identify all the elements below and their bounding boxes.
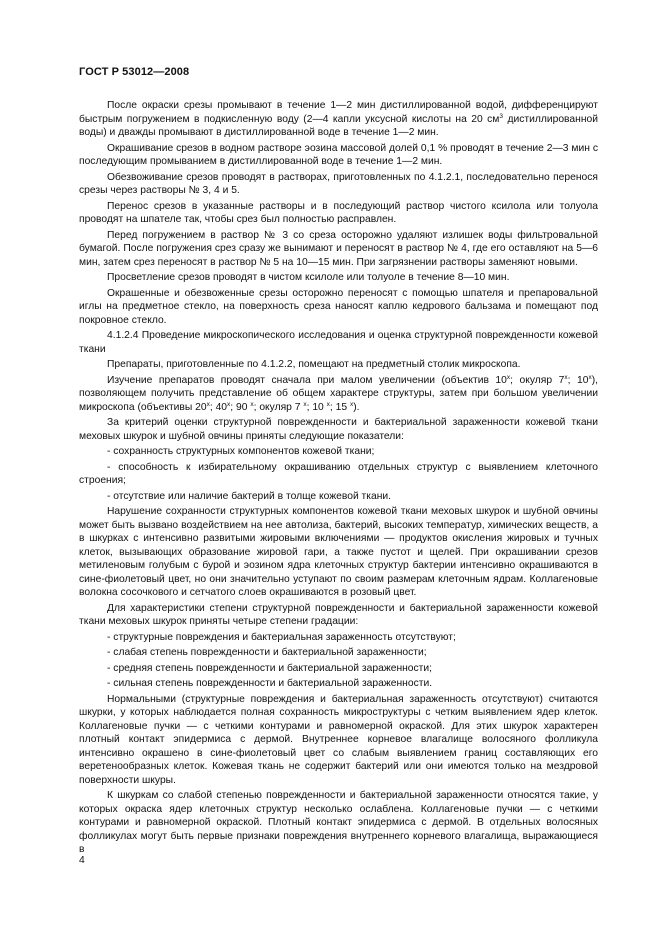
paragraph: Препараты, приготовленные по 4.1.2.2, помещают на предметный столик микроскопа. [107,359,521,370]
section-heading: 4.1.2.4 Проведение микроскопического исследования и оценка структурной поврежденности кожевой ткани [79,330,598,355]
list-item: - способность к избирательному окрашиванию отдельных структур с выявлением клеточного строения; [79,461,598,486]
document-header [79,66,189,78]
paragraph: Изучение препаратов проводят сначала при малом увеличении (объектив 10$^x$; окуляр 7$^x$; 10$^x$), позволяющем получить представление об общем характере структуры, затем при большом увеличении микроскопа (объективы 20$^x$; 40$^x$; 90 $^x$; окуляр 7 $^x$; 10 $^x$; 15 $^x$). [79,373,598,413]
paragraph: После окраски срезы промывают в течение 1—2 мин дистиллированной водой, дифференцируют быстрым погружением в подкисленную воду (2—4 капли уксусной кислоты на 20 $см^3$ дистиллированной воды) и дважды промывают в дистиллированной воде в течение 1—2 мин. [79,100,598,138]
standard-title: ГОСТ Р 53012—2008 [79,66,190,78]
paragraph: К шкуркам со слабой степенью поврежденности и бактериальной зараженности относятся такие, у которых окраска ядер клеточных структур несколько ослаблена. Коллагеновые пучки — с четкими контурами и равномерной окраской. Плотный контакт эпидермиса с дермой. В отдельных волосяных фолликулах могут быть первые признаки повреждения внутреннего корневого влагалища, выражающиеся в [79,790,598,855]
document-body [79,99,598,859]
paragraph: Перенос срезов в указанные растворы и в последующий раствор чистого ксилола или толуола проводят на шпателе так, чтобы срез был полностью расправлен. [79,200,598,225]
paragraph: Перед погружением в раствор № 3 со среза осторожно удаляют излишек воды фильтровальной бумагой. После погружения срез сразу же вынимают и переносят в раствор № 4, где его оставляют на 5—6 мин, затем срез переносят в раствор № 5 на 10—15 мин. При загрязнении растворы заменяют новыми. [79,229,598,268]
list-item: - отсутствие или наличие бактерий в толще кожевой ткани. [107,490,392,502]
paragraph: Окрашивание срезов в водном растворе эозина массовой долей 0,1 % проводят в течение 2—3 мин с последующим промыванием в дистиллированной воде в течение 1—2 мин. [79,142,598,167]
paragraph: За критерий оценки структурной поврежденности и бактериальной зараженности кожевой ткани меховых шкурок и шубной овчины приняты следующие показатели: [79,417,598,442]
list-item: - средняя степень поврежденности и бактериальной зараженности; [107,662,433,674]
paragraph: Просветление срезов проводят в чистом ксилоле или толуоле в течение 8—10 мин. [107,272,510,283]
paragraph: Нормальными (структурные повреждения и бактериальная зараженность отсутствуют) считаются шкурки, у которых наблюдается полная сохранность микроструктуры с четким выявлением ядер клеток. Коллагеновые пучки — с четкими контурами и равномерной окраской. Для этих шкурок характерен плотный контакт эпидермиса с дермой. Внутреннее корневое влагалище волосяного фолликула интенсивно окрашено в сине-фиолетовый цвет со слабым выявлением границ составляющих его веретенообразных клеток. Кожевая ткань не содержит бактерий или они имеются только на мездровой поверхности шкуры. [79,693,598,786]
list-item: - сохранность структурных компонентов кожевой ткани; [107,446,375,457]
paragraph: Нарушение сохранности структурных компонентов кожевой ткани меховых шкурок и шубной овчины может быть вызвано воздействием на нее автолиза, бактерий, высоких температур, химических веществ, а в шкурках с интенсивно развитыми жировыми включениями — продуктов окисления жировых и тучных клеток, вызывающих образование жировой гари, а также пустот и щелей. При окрашивании срезов метиленовым голубым с бурой и эозином ядра клеточных структур бактерии интенсивно окрашиваются в сине-фиолетовый цвет, но они значительно уступают по своим размерам клеточным ядрам. Коллагеновые волокна сосочкового и сетчатого слоев окрашиваются в розовый цвет. [79,506,598,598]
page-number: 4 [79,855,85,866]
paragraph: Окрашенные и обезвоженные срезы осторожно переносят с помощью шпателя и препаровальной иглы на предметное стекло, на поверхность среза наносят каплю кедрового бальзама и помещают под покровное стекло. [79,287,598,326]
list-item: - слабая степень поврежденности и бактериальной зараженности; [107,647,427,658]
list-item: - структурные повреждения и бактериальная зараженность отсутствуют; [107,631,456,643]
paragraph: Обезвоживание срезов проводят в растворах, приготовленных по 4.1.2.1, последовательно перенося срезы через растворы № 3, 4 и 5. [79,171,598,196]
paragraph: Для характеристики степени структурной поврежденности и бактериальной зараженности кожевой ткани меховых шкурок приняты четыре степени градации: [79,602,598,627]
list-item: - сильная степень поврежденности и бактериальной зараженности. [107,678,433,689]
